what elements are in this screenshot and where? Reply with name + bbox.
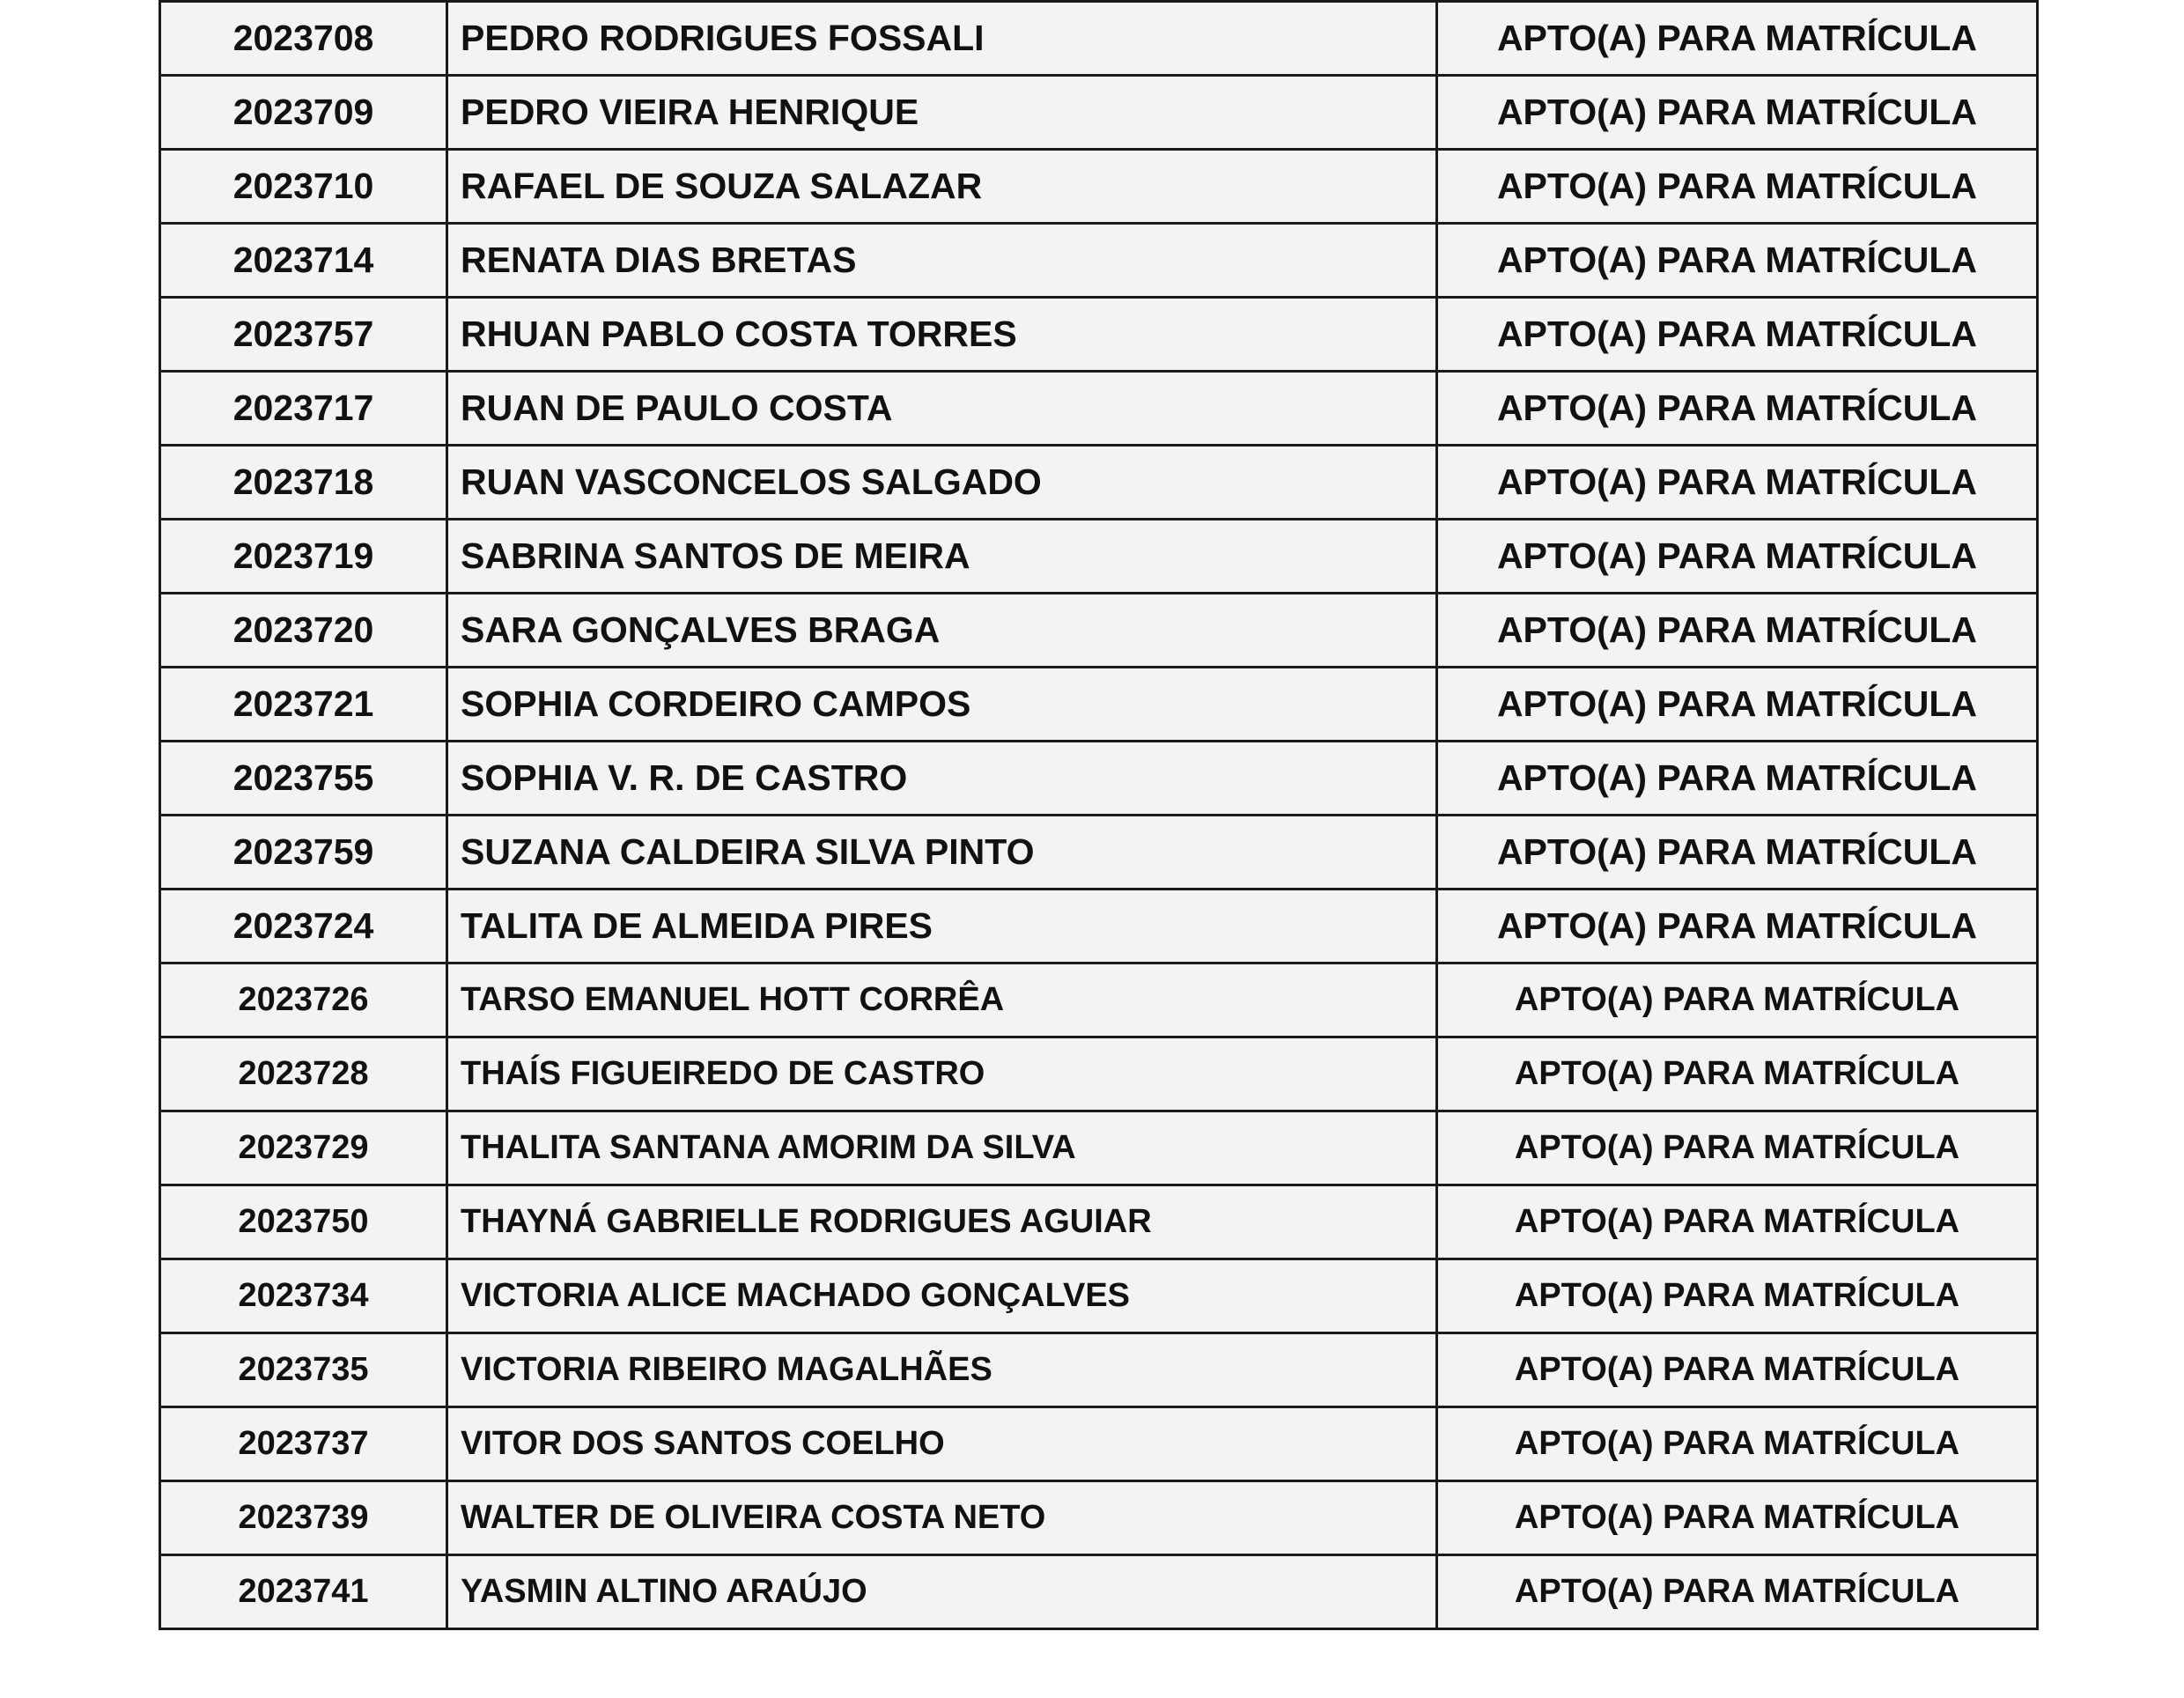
table-row [160,594,2038,668]
table-row [160,446,2038,520]
table-row [160,1185,2038,1259]
table-row [160,1259,2038,1333]
enrollment-status-cell: APTO(A) PARA MATRÍCULA [1437,298,2038,372]
student-name-cell: WALTER DE OLIVEIRA COSTA NETO [447,1481,1437,1555]
registration-number-cell: 2023721 [160,668,447,742]
student-name-cell: SABRINA SANTOS DE MEIRA [447,520,1437,594]
enrollment-status-cell: APTO(A) PARA MATRÍCULA [1437,963,2038,1037]
table-row [160,816,2038,890]
registration-number-cell: 2023724 [160,890,447,963]
enrollment-status-cell: APTO(A) PARA MATRÍCULA [1437,1407,2038,1481]
enrollment-status-cell: APTO(A) PARA MATRÍCULA [1437,150,2038,224]
student-name-cell: THAYNÁ GABRIELLE RODRIGUES AGUIAR [447,1185,1437,1259]
enrollment-status-cell: APTO(A) PARA MATRÍCULA [1437,1259,2038,1333]
student-name-cell: TALITA DE ALMEIDA PIRES [447,890,1437,963]
enrollment-status-cell: APTO(A) PARA MATRÍCULA [1437,816,2038,890]
enrollment-list-sheet [159,0,2036,1630]
enrollment-status-cell: APTO(A) PARA MATRÍCULA [1437,1333,2038,1407]
student-name-cell: SARA GONÇALVES BRAGA [447,594,1437,668]
student-name-cell: RAFAEL DE SOUZA SALAZAR [447,150,1437,224]
table-row [160,520,2038,594]
table-row [160,1037,2038,1111]
registration-number-cell: 2023734 [160,1259,447,1333]
enrollment-status-cell: APTO(A) PARA MATRÍCULA [1437,1185,2038,1259]
enrollment-status-cell: APTO(A) PARA MATRÍCULA [1437,594,2038,668]
enrollment-status-cell: APTO(A) PARA MATRÍCULA [1437,224,2038,298]
student-name-cell: TARSO EMANUEL HOTT CORRÊA [447,963,1437,1037]
table-row [160,668,2038,742]
registration-number-cell: 2023750 [160,1185,447,1259]
table-row [160,1333,2038,1407]
enrollment-status-cell: APTO(A) PARA MATRÍCULA [1437,1111,2038,1185]
enrollment-status-cell: APTO(A) PARA MATRÍCULA [1437,890,2038,963]
table-row [160,1481,2038,1555]
student-name-cell: SOPHIA CORDEIRO CAMPOS [447,668,1437,742]
enrollment-status-cell: APTO(A) PARA MATRÍCULA [1437,742,2038,816]
registration-number-cell: 2023708 [160,2,447,76]
registration-number-cell: 2023720 [160,594,447,668]
student-name-cell: VICTORIA ALICE MACHADO GONÇALVES [447,1259,1437,1333]
enrollment-status-cell: APTO(A) PARA MATRÍCULA [1437,1481,2038,1555]
table-row [160,298,2038,372]
registration-number-cell: 2023719 [160,520,447,594]
enrollment-status-table [159,0,2039,1630]
table-body [160,2,2038,1629]
student-name-cell: PEDRO VIEIRA HENRIQUE [447,76,1437,150]
table-row [160,1111,2038,1185]
student-name-cell: THALITA SANTANA AMORIM DA SILVA [447,1111,1437,1185]
student-name-cell: SOPHIA V. R. DE CASTRO [447,742,1437,816]
student-name-cell: THAÍS FIGUEIREDO DE CASTRO [447,1037,1437,1111]
table-row [160,150,2038,224]
registration-number-cell: 2023757 [160,298,447,372]
enrollment-status-cell: APTO(A) PARA MATRÍCULA [1437,1037,2038,1111]
student-name-cell: PEDRO RODRIGUES FOSSALI [447,2,1437,76]
enrollment-status-cell: APTO(A) PARA MATRÍCULA [1437,1555,2038,1629]
student-name-cell: RUAN DE PAULO COSTA [447,372,1437,446]
enrollment-status-cell: APTO(A) PARA MATRÍCULA [1437,668,2038,742]
table-row [160,1407,2038,1481]
registration-number-cell: 2023718 [160,446,447,520]
registration-number-cell: 2023755 [160,742,447,816]
registration-number-cell: 2023710 [160,150,447,224]
registration-number-cell: 2023739 [160,1481,447,1555]
table-row [160,890,2038,963]
enrollment-status-cell: APTO(A) PARA MATRÍCULA [1437,76,2038,150]
registration-number-cell: 2023729 [160,1111,447,1185]
table-row [160,224,2038,298]
table-row [160,76,2038,150]
table-row [160,1555,2038,1629]
table-row [160,2,2038,76]
student-name-cell: RUAN VASCONCELOS SALGADO [447,446,1437,520]
student-name-cell: YASMIN ALTINO ARAÚJO [447,1555,1437,1629]
registration-number-cell: 2023735 [160,1333,447,1407]
registration-number-cell: 2023728 [160,1037,447,1111]
registration-number-cell: 2023717 [160,372,447,446]
enrollment-status-cell: APTO(A) PARA MATRÍCULA [1437,520,2038,594]
enrollment-status-cell: APTO(A) PARA MATRÍCULA [1437,2,2038,76]
student-name-cell: VITOR DOS SANTOS COELHO [447,1407,1437,1481]
registration-number-cell: 2023737 [160,1407,447,1481]
registration-number-cell: 2023741 [160,1555,447,1629]
table-row [160,742,2038,816]
student-name-cell: RENATA DIAS BRETAS [447,224,1437,298]
table-row [160,372,2038,446]
student-name-cell: SUZANA CALDEIRA SILVA PINTO [447,816,1437,890]
registration-number-cell: 2023709 [160,76,447,150]
enrollment-status-cell: APTO(A) PARA MATRÍCULA [1437,446,2038,520]
registration-number-cell: 2023759 [160,816,447,890]
student-name-cell: VICTORIA RIBEIRO MAGALHÃES [447,1333,1437,1407]
registration-number-cell: 2023714 [160,224,447,298]
enrollment-status-cell: APTO(A) PARA MATRÍCULA [1437,372,2038,446]
table-row [160,963,2038,1037]
student-name-cell: RHUAN PABLO COSTA TORRES [447,298,1437,372]
registration-number-cell: 2023726 [160,963,447,1037]
